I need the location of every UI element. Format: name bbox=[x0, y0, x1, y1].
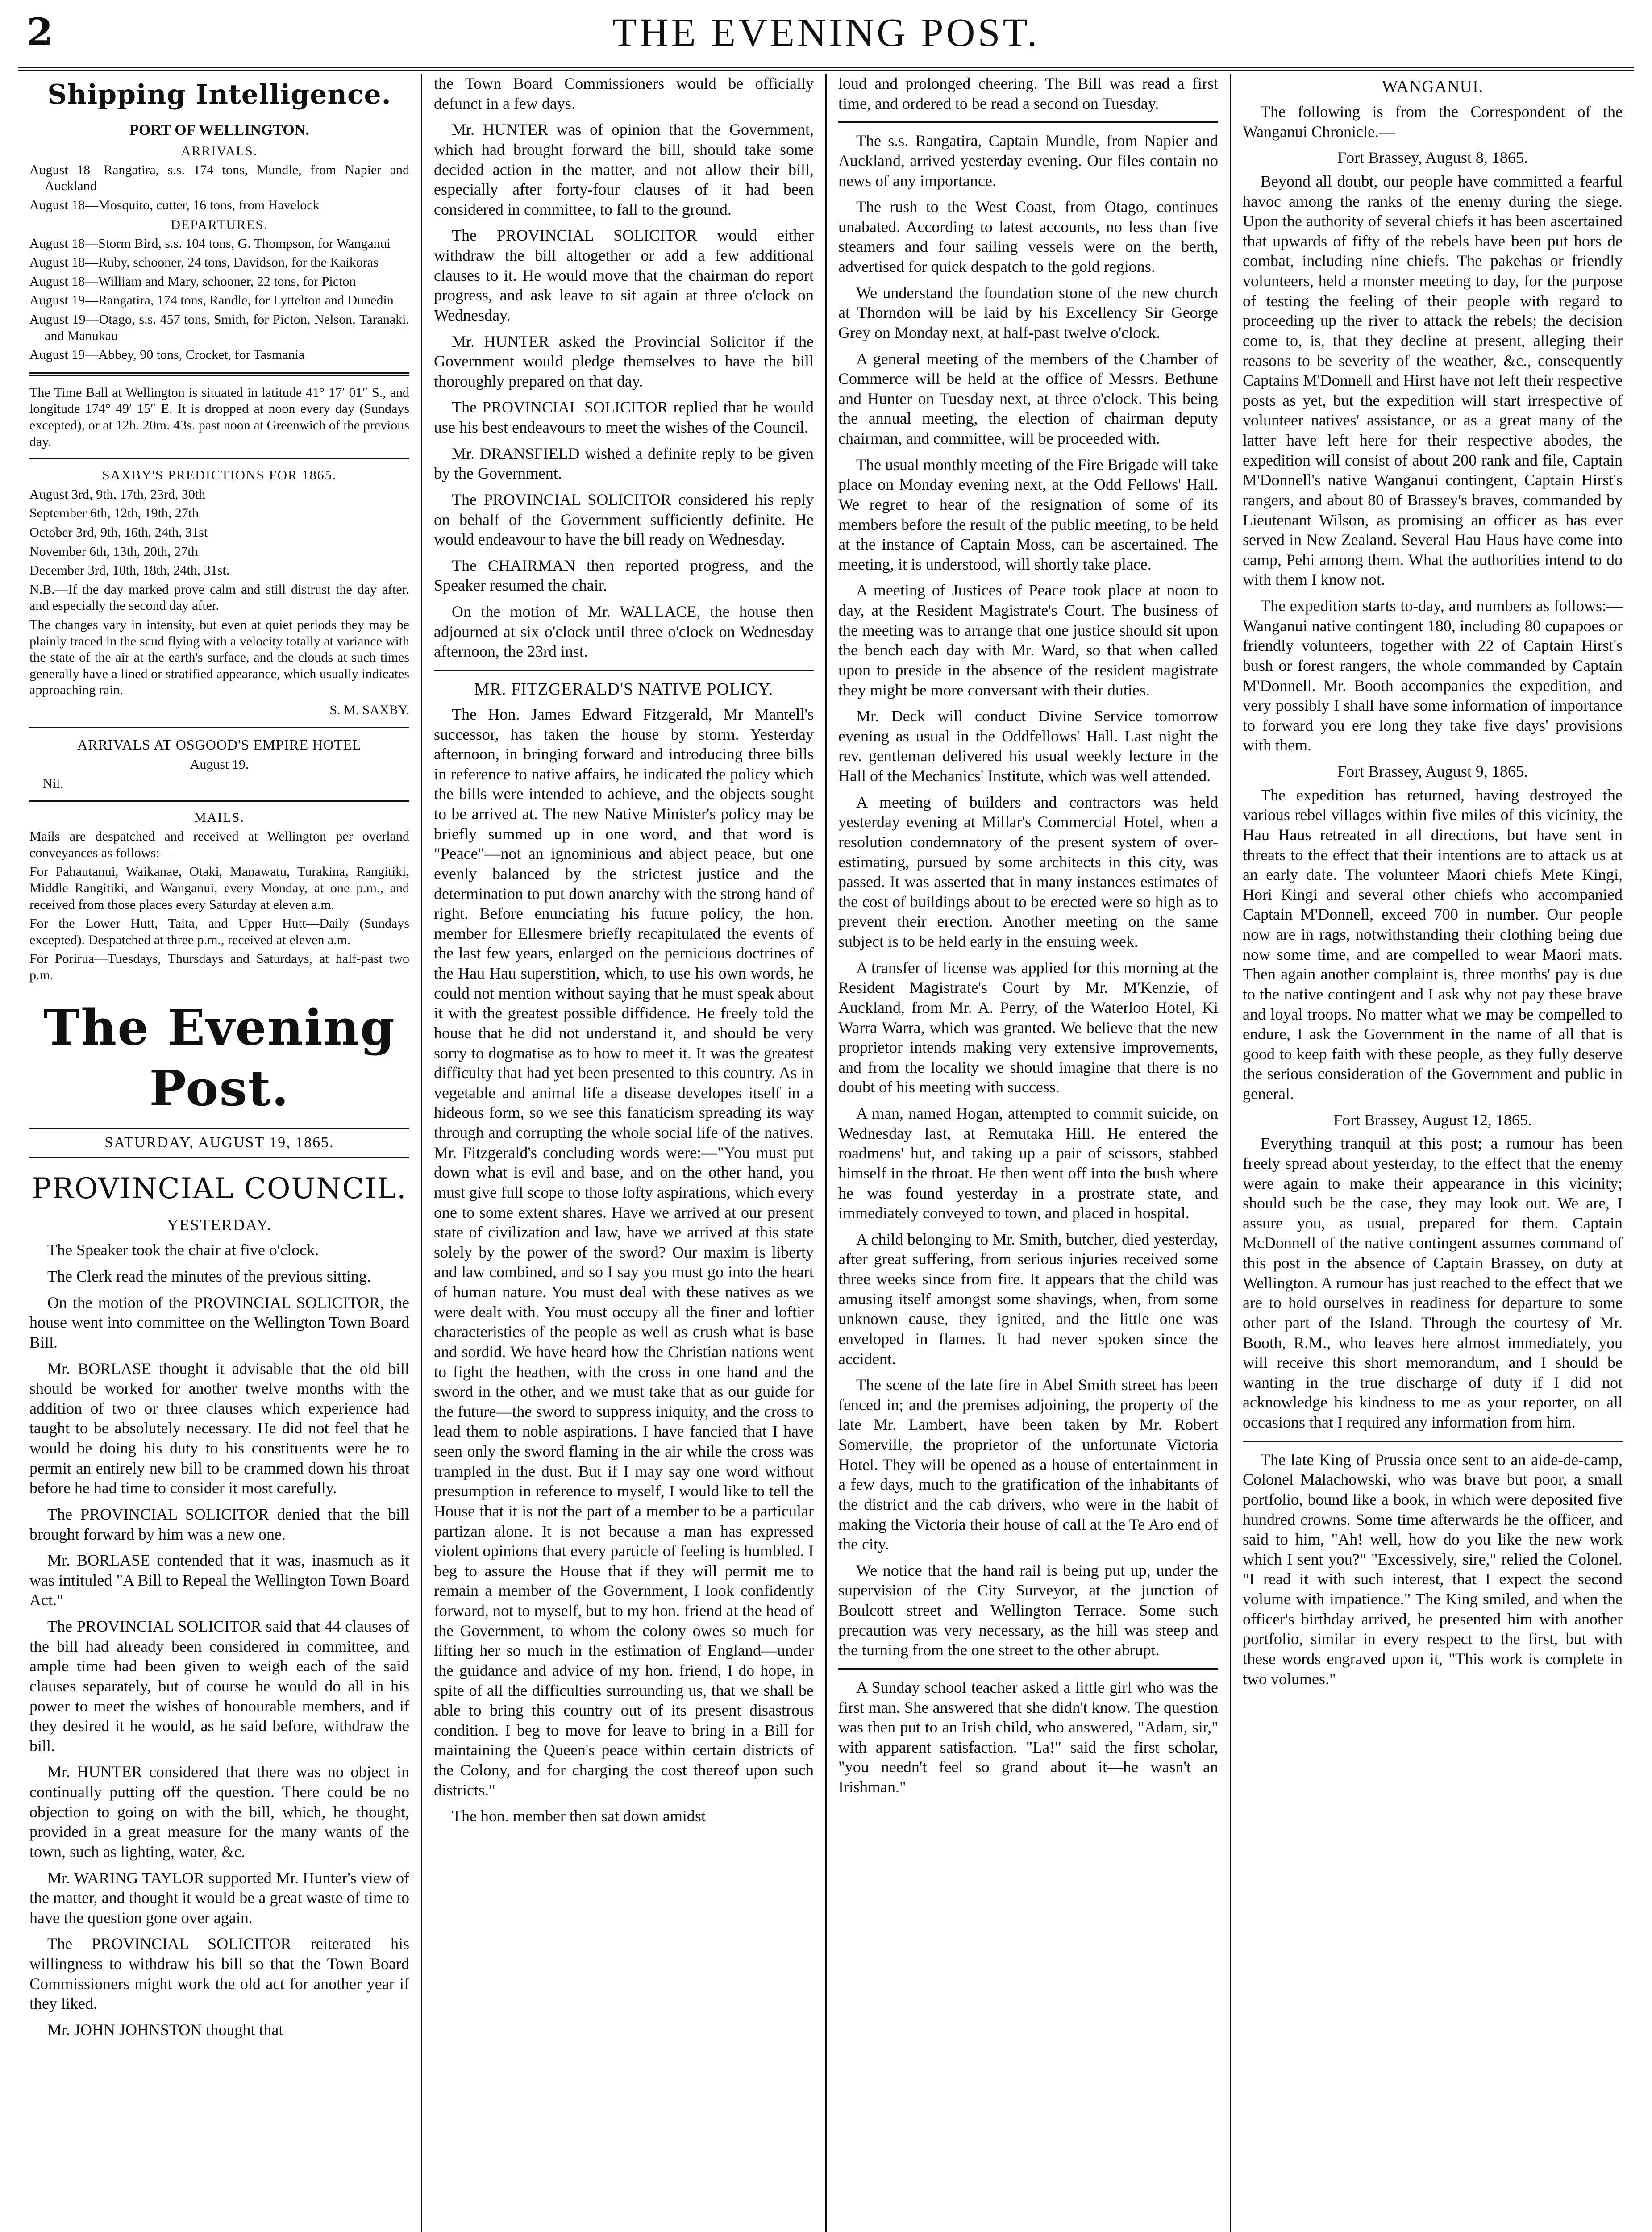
mails-paragraph: For Pahautanui, Waikanae, Otaki, Manawatu, Turakina, Rangitiki, Middle Rangitiki, and Wanganui, every Monday, at one p.m., and received from those places every Saturday at eleven a.m. bbox=[29, 864, 409, 912]
article-paragraph: Mr. HUNTER was of opinion that the Government, which had brought forward the bill, should take some decided action in the matter, and not allow their bill, especially after forty-four clauses of it had been considered in committee, to fall to the ground. bbox=[434, 121, 814, 218]
article-paragraph: The PROVINCIAL SOLICITOR would either withdraw the bill altogether or add a few additional clauses to it. He would move that the chairman do report progress, and ask leave to sit again at three o'clock on Wednesday. bbox=[434, 226, 814, 324]
news-item: Mr. Deck will conduct Divine Service tomorrow evening as usual in the Oddfellows' Hall. Last night the rev. gentleman delivered his usual weekly lecture in the Hall of the Mechanics' Institute, which was well attended. bbox=[838, 707, 1218, 785]
time-ball-text: The Time Ball at Wellington is situated in latitude 41° 17′ 01″ S., and longitude 174° 49′ 15″ E. It is dropped at noon every day (Sundays excepted), or at 12h. 20m. 43s. past noon at Greenwich of the previous day. bbox=[29, 385, 409, 449]
port-title: PORT OF WELLINGTON. bbox=[129, 122, 309, 139]
wanganui-dateline: Fort Brassey, August 8, 1865. bbox=[1337, 149, 1528, 167]
column-1 bbox=[18, 74, 422, 2232]
newspaper-title: THE EVENING POST. bbox=[612, 11, 1040, 55]
list-item: August 18—Storm Bird, s.s. 104 tons, G. Thompson, for Wanganui bbox=[29, 236, 391, 251]
time-ball-notice bbox=[29, 385, 409, 450]
divider bbox=[29, 800, 409, 802]
saxby-predictions bbox=[29, 467, 409, 718]
news-item: The scene of the late fire in Abel Smith street has been fenced in; and the premises adjoining, the property of the late Mr. Lambert, have been taken by Mr. Robert Somerville, the proprietor of the unfortunate Victoria Hotel. They will be opened as a house of entertainment in a few days, much to the gratification of the inhabitants of the district and the cab drivers, who were in the habit of making the Victoria their house of call at the Te Aro end of the city. bbox=[838, 1376, 1218, 1553]
columns bbox=[18, 74, 1634, 2232]
mails-notice bbox=[29, 810, 409, 984]
saxby-line: December 3rd, 10th, 18th, 24th, 31st. bbox=[29, 563, 230, 578]
news-item: A general meeting of the members of the Chamber of Commerce will be held at the office of Messrs. Bethune and Hunter on Tuesday next, at three o'clock. This being the annual meeting, the election of chairman deputy chairman, and committee, will be proceeded with. bbox=[838, 350, 1218, 447]
news-item: A meeting of Justices of Peace took place at noon to day, at the Resident Magistrate's Court. The business of the meeting was to arrange that one justice should sit upon the bench each day with Mr. Ward, so that when called upon to preside in the absence of the resident magistrate they might be more conversant with their duties. bbox=[838, 581, 1218, 699]
mails-title: MAILS. bbox=[194, 810, 245, 825]
native-policy-title: MR. FITZGERALD'S NATIVE POLICY. bbox=[474, 679, 774, 699]
osgood-title: ARRIVALS AT OSGOOD'S EMPIRE HOTEL bbox=[77, 736, 362, 753]
list-item: August 19—Rangatira, 174 tons, Randle, for Lyttelton and Dunedin bbox=[29, 293, 394, 308]
divider bbox=[1243, 1441, 1623, 1442]
saxby-line: September 6th, 12th, 19th, 27th bbox=[29, 506, 199, 521]
article-paragraph: The Speaker took the chair at five o'clock. bbox=[47, 1241, 319, 1259]
news-item: A child belonging to Mr. Smith, butcher, died yesterday, after great suffering, from serious injuries received some three weeks since from fire. It appears that the child was amusing itself amongst some shavings, when, from some unknown cause, they ignited, and the little one was enveloped in flames. It had never spoken since the accident. bbox=[838, 1230, 1218, 1368]
list-item: August 19—Abbey, 90 tons, Crocket, for Tasmania bbox=[29, 347, 305, 362]
issue-date: SATURDAY, AUGUST 19, 1865. bbox=[29, 1128, 409, 1158]
news-item: We understand the foundation stone of the new church at Thorndon will be laid by his Excellency Sir George Grey on Monday next, at half-past twelve o'clock. bbox=[838, 283, 1218, 341]
news-item: A Sunday school teacher asked a little girl who was the first man. She answered that she didn't know. The question was then put to an Irish child, who answered, "Adam, sir," with apparent satisfaction. "La!" said the first scholar, "you needn't feel so grand about it—he wasn't an Irishman." bbox=[838, 1678, 1218, 1796]
arrivals-label: ARRIVALS. bbox=[181, 143, 258, 158]
article-paragraph: Beyond all doubt, our people have committed a fearful havoc among the ranks of the enemy during the siege. Upon the authority of several chiefs it has been ascertained that upwards of fifty of the rebels have been put hors de combat, including nine chiefs. The pakehas or friendly volunteers, held a monster meeting to day, for the purpose of testing the feeling of their people with regard to proceeding up the river to attack the rebels; the decision come to, is, that they decline at present, alleging their reasons to be severity of the weather, &c., consequently Captains M'Donnell and Hirst have not left their respective posts as yet, but the expedition will start irrespective of volunteer natives' assistance, or as a great many of the latter have left here for their respective abodes, the expedition will consist of about 200 rank and file, Captain M'Donnell's native Wanganui contingent, Captain Hirst's rangers, and about 80 of Brassey's braves, commanded by Lieutenant Wilson, as promising an officer as has ever served in New Zealand. Several Hau Haus have come into camp, Pehi among them. What the authorities intend to do with them I know not. bbox=[1243, 172, 1623, 589]
article-paragraph: Mr. HUNTER considered that there was no object in continually putting off the question. There could be no objection to going on with the bill, which, he thought, provided in a great measure for the many wants of the town, such as lighting, water, &c. bbox=[29, 1763, 409, 1861]
saxby-line: November 6th, 13th, 20th, 27th bbox=[29, 544, 198, 559]
article-paragraph: Mr. JOHN JOHNSTON thought that bbox=[47, 2020, 283, 2039]
arrivals-list bbox=[29, 162, 409, 214]
list-item: August 18—Rangatira, s.s. 174 tons, Mundle, from Napier and Auckland bbox=[29, 162, 409, 194]
article-paragraph: The hon. member then sat down amidst bbox=[452, 1807, 706, 1825]
article-paragraph: Mr. BORLASE thought it advisable that the old bill should be worked for another twelve months with the addition of two or three clauses which experience had taught to be absolutely necessary. He did not feel that he would be doing his duty to his constituents were he to permit an entirely new bill to be crammed down his throat before he had time to consider it most carefully. bbox=[29, 1359, 409, 1497]
page-number: 2 bbox=[27, 10, 53, 54]
news-item: The rush to the West Coast, from Otago, continues unabated. According to latest accounts, no less than five steamers and four sailing vessels were on the berth, advertised for quick despatch to the gold regions. bbox=[838, 198, 1218, 275]
divider bbox=[838, 1668, 1218, 1670]
divider bbox=[434, 670, 814, 671]
wanganui-dateline: Fort Brassey, August 9, 1865. bbox=[1337, 762, 1528, 781]
list-item: August 18—William and Mary, schooner, 22 tons, for Picton bbox=[29, 274, 356, 289]
wanganui-intro: The following is from the Correspondent of the Wanganui Chronicle.— bbox=[1243, 103, 1623, 141]
article-paragraph: On the motion of the PROVINCIAL SOLICITOR, the house went into committee on the Wellington Town Board Bill. bbox=[29, 1293, 409, 1351]
article-paragraph: Mr. HUNTER asked the Provincial Solicitor if the Government would pledge themselves to have the bill thoroughly prepared on that day. bbox=[434, 332, 814, 390]
shipping-heading: Shipping Intelligence. bbox=[47, 79, 391, 110]
mails-paragraph: Mails are despatched and received at Wellington per overland conveyances as follows:— bbox=[29, 829, 409, 860]
saxby-line: October 3rd, 9th, 16th, 24th, 31st bbox=[29, 525, 208, 540]
divider bbox=[29, 458, 409, 459]
saxby-line: N.B.—If the day marked prove calm and still distrust the day after, and especially the second day after. bbox=[29, 582, 409, 613]
news-item: We notice that the hand rail is being put up, under the supervision of the City Surveyor, at the junction of Boulcott street and Wellington Terrace. Some such precaution was very necessary, as the hill was steep and the turning from the one street to the other abrupt. bbox=[838, 1561, 1218, 1659]
osgood-date: August 19. bbox=[190, 757, 249, 772]
mails-paragraph: For the Lower Hutt, Taita, and Upper Hutt—Daily (Sundays excepted). Despatched at three p.m., received at eleven a.m. bbox=[29, 916, 409, 947]
column-4 bbox=[1231, 74, 1634, 2232]
article-paragraph: The expedition has returned, having destroyed the various rebel villages within five miles of this vicinity, the Hau Haus retreated in all directions, but have sent in threats to the effect that their intentions are to attack us at an early date. The volunteer Maori chiefs Mete Kingi, Hori Kingi and several other chiefs who accompanied Captain M'Donnell, exceed 700 in number. Our people now are in rags, notwithstanding their clothing being due now some time, and are compelled to wear Maori mats. Then again another complaint is, three months' pay is due to the native contingent and I ask why not pay these brave and loyal troops. No matter what we may be compelled to endure, I ask the Government in the name of all that is good to keep faith with these people, as they fully deserve the serious consideration of the Government and public in general. bbox=[1243, 786, 1623, 1103]
news-item: A transfer of license was applied for this morning at the Resident Magistrate's Court by Mr. M'Kenzie, of Auckland, from Mr. A. Perry, of the Waterloo Hotel, Ki Warra Warra, which was granted. We believe that the new proprietor intends making very extensive improvements, and from the locality we should imagine that there is no doubt of his meeting with success. bbox=[838, 958, 1218, 1096]
list-item: August 19—Otago, s.s. 457 tons, Smith, for Picton, Nelson, Taranaki, and Manukau bbox=[29, 312, 409, 343]
wanganui-dateline: Fort Brassey, August 12, 1865. bbox=[1333, 1111, 1532, 1129]
article-paragraph: the Town Board Commissioners would be officially defunct in a few days. bbox=[434, 75, 814, 112]
article-paragraph: Mr. BORLASE contended that it was, inasmuch as it was intituled "A Bill to Repeal the Wellington Town Board Act." bbox=[29, 1551, 409, 1609]
anecdote: The late King of Prussia once sent to an aide-de-camp, Colonel Malachowski, who was brave but poor, a small portfolio, bound like a book, in which were deposited five hundred crowns. Some time afterwards he the officer, and said to him, "Ah! well, how do you like the new work which I sent you?" "Excessively, sire," relied the Colonel. "I read it with such interest, that I expect the second volume with impatience." The King smiled, and when the officer's birthday arrived, he presented him with another portfolio, similar in every respect to the first, but with these words engraved upon it, "This work is complete in two volumes." bbox=[1243, 1450, 1623, 1688]
article-paragraph: The Hon. James Edward Fitzgerald, Mr Mantell's successor, has taken the house by storm. Yesterday afternoon, in bringing forward and introducing three bills in reference to native affairs, he indicated the policy which the bills were intended to achieve, and the objects sought to be arrived at. The new Native Minister's policy may be briefly summed up in one word, and that word is "Peace"—not an ignominious and abject peace, but one evenly balanced by the strictest justice and the determination to put down anarchy with the strong hand of right. Before enunciating his future policy, the hon. member for Ellesmere briefly recapitulated the events of the last few years, enlarged on the pernicious doctrines of the Hau Hau superstition, which, to use his own words, he could not mention without saying that he must speak about it with the greatest possible diffidence. He freely told the house that he did not understand it, and should be very sorry to dogmatise as to how to meet it. It was the greatest difficulty that had yet been presented to this country. As in vegetable and animal life a disease developes itself in a hideous form, so we see this fanaticism spreading its way through and corrupting the whole social life of the natives. Mr. Fitzgerald's concluding words were:—"You must put down what is evil and base, and on the other hand, you must give full scope to those lofty aspirations, which every one to some extent shares. Have we arrived at our present state of civilization and law, have we arrived at this state solely by the power of the sword? Our maxim is liberty and law combined, and so I say you must go into the heart of human nature. You must deal with these natives as we were dealt with. You must occupy all the finer and loftier characteristics of the people as well as crush what is base and sordid. We have heard how the Christian nations went to fight the heathen, with the cross in one hand and the sword in the other, and we must take that as our guide for the future—the sword to suppress iniquity, and the cross to lead them to noble aspirations. I have fancied that I have seen only the sword flaming in the air while the cross was trampled in the dust. But if I may say one word without presumption in reference to myself, I would like to tell the House that it is not the part of a member to be a particular partizan alone. It is not because a man has expressed violent opinions that every particle of feeling is humbled. I beg to assure the House that if they will permit me to remain a member of the Government, I look confidently forward, not to myself, but to my hon. friend at the head of the Government, to whom the colony owes so much for lifting her so much in the estimation of England—under the guidance and advice of my hon. friend, I do hope, in spite of all the difficulties surrounding us, that we shall be able to bring this country out of its present disastrous condition. I beg to move for leave to bring in a Bill for maintaining the Queen's peace within certain districts of the Colony, and for charging the cost thereof upon such districts." bbox=[434, 705, 814, 1799]
council-title: PROVINCIAL COUNCIL. bbox=[32, 1172, 407, 1206]
osgood-value: Nil. bbox=[43, 776, 63, 791]
saxby-title: SAXBY'S PREDICTIONS FOR 1865. bbox=[102, 468, 337, 483]
masthead bbox=[18, 0, 1634, 71]
article-paragraph: loud and prolonged cheering. The Bill was read a first time, and ordered to be read a second on Tuesday. bbox=[838, 75, 1218, 112]
wanganui-title: WANGANUI. bbox=[1382, 77, 1484, 96]
article-paragraph: Mr. WARING TAYLOR supported Mr. Hunter's view of the matter, and thought it would be a great waste of time to have the question gone over again. bbox=[29, 1869, 409, 1927]
list-item: August 18—Ruby, schooner, 24 tons, Davidson, for the Kaikoras bbox=[29, 255, 379, 270]
column-2 bbox=[422, 74, 827, 2232]
divider bbox=[838, 121, 1218, 123]
list-item: August 18—Mosquito, cutter, 16 tons, from Havelock bbox=[29, 197, 320, 212]
saxby-note: The changes vary in intensity, but even at quiet periods they may be plainly traced in the scud flying with a velocity totally at variance with the state of the air at the earth's surface, and the clouds at such times generally have a lined or stratified appearance, which usually indicates approaching rain. bbox=[29, 617, 409, 698]
divider bbox=[29, 372, 409, 376]
saxby-signature: S. M. SAXBY. bbox=[329, 702, 409, 717]
paper-nameplate: The Evening Post. bbox=[43, 998, 395, 1117]
news-item: The usual monthly meeting of the Fire Brigade will take place on Monday evening next, at the Odd Fellows' Hall. We regret to hear of the resignation of some of its members before the result of the public meeting, to be held at the instance of Captain Moss, can be ascertained. The meeting, it is understood, will shortly take place. bbox=[838, 455, 1218, 573]
news-item: The s.s. Rangatira, Captain Mundle, from Napier and Auckland, arrived yesterday evening. Our files contain no news of any importance. bbox=[838, 132, 1218, 190]
article-paragraph: The PROVINCIAL SOLICITOR reiterated his willingness to withdraw his bill so that the Town Board Commissioners might work the old act for another year if they liked. bbox=[29, 1935, 409, 2013]
departures-list bbox=[29, 236, 409, 363]
article-paragraph: On the motion of Mr. WALLACE, the house then adjourned at six o'clock until three o'clock on Wednesday afternoon, the 23rd inst. bbox=[434, 603, 814, 661]
article-paragraph: The PROVINCIAL SOLICITOR replied that he would use his best endeavours to meet the wishes of the Council. bbox=[434, 398, 814, 436]
article-paragraph: The PROVINCIAL SOLICITOR considered his reply on behalf of the Government sufficiently definite. He would endeavour to have the bill ready on Wednesday. bbox=[434, 490, 814, 549]
article-paragraph: The expedition starts to-day, and numbers as follows:—Wanganui native contingent 180, including 80 cupapoes or friendly volunteers, together with 22 of Captain Hirst's bush or forest rangers, the whole commanded by Captain M'Donnell. Mr. Booth accompanies the expedition, and very possibly I shall have some information of importance to forward you ere long they take five days' provisions with them. bbox=[1243, 597, 1623, 754]
news-item: A man, named Hogan, attempted to commit suicide, on Wednesday last, at Remutaka Hill. He entered the roadmens' hut, and taking up a pair of scissors, stabbed himself in the throat. He then went off into the bush where he was found yesterday in a prostrate state, and immediately conveyed to town, and placed in hospital. bbox=[838, 1104, 1218, 1222]
mails-paragraph: For Porirua—Tuesdays, Thursdays and Saturdays, at half-past two p.m. bbox=[29, 951, 409, 983]
saxby-line: August 3rd, 9th, 17th, 23rd, 30th bbox=[29, 487, 206, 502]
article-paragraph: The PROVINCIAL SOLICITOR said that 44 clauses of the bill had already been considered in committee, and ample time had been given to weigh each of the said clauses separately, but of course he would do all in his power to meet the wishes of honourable members, and if they desired it he would, as he said before, withdraw the bill. bbox=[29, 1617, 409, 1755]
news-item: A meeting of builders and contractors was held yesterday evening at Millar's Commercial Hotel, when a resolution condemnatory of the present system of over-estimating, pursued by some architects in this city, was passed. It was asserted that in many instances estimates of the cost of buildings about to be erected were so high as to prevent their erection. Another meeting on the same subject is to be held early in the ensuing week. bbox=[838, 793, 1218, 950]
departures-label: DEPARTURES. bbox=[171, 217, 268, 232]
article-paragraph: Mr. DRANSFIELD wished a definite reply to be given by the Government. bbox=[434, 444, 814, 483]
council-subtitle: YESTERDAY. bbox=[166, 1216, 272, 1234]
column-3 bbox=[827, 74, 1231, 2232]
article-paragraph: The PROVINCIAL SOLICITOR denied that the bill brought forward by him was a new one. bbox=[29, 1505, 409, 1543]
article-paragraph: The Clerk read the minutes of the previous sitting. bbox=[47, 1267, 371, 1286]
divider bbox=[29, 727, 409, 728]
article-paragraph: The CHAIRMAN then reported progress, and the Speaker resumed the chair. bbox=[434, 556, 814, 595]
article-paragraph: Everything tranquil at this post; a rumour has been freely spread about yesterday, to the effect that the enemy were again to make their appearance in this vicinity; should such be the case, they may look out. We are, I assure you, as usual, prepared for them. Captain McDonnell of the native contingent assumes command of this post in the absence of Captain Brassey, on duty at Wellington. A rumour has just reached to the effect that we are to hold ourselves in readiness for departure to some other part of the Island. Through the courtesy of Mr. Booth, R.M., who leaves here almost immediately, you will receive this short memorandum, and I should be wanting in the true discharge of duty if I did not acknowledge his kindness to me as your reporter, on all occasions that I required any information from him. bbox=[1243, 1134, 1623, 1432]
